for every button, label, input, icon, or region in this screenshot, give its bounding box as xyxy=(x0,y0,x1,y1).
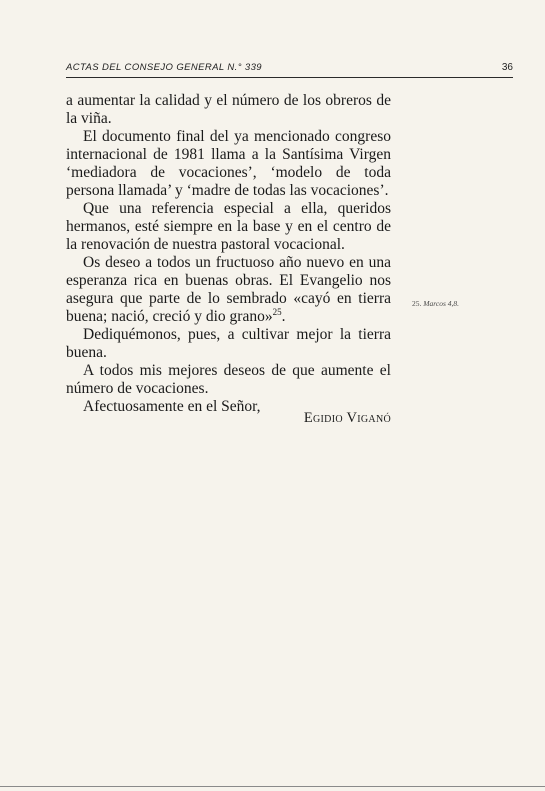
header-rule xyxy=(66,77,513,78)
footnote-number: 25. xyxy=(412,299,422,308)
paragraph-3: Que una referencia especial a ella, queridos hermanos, esté siempre en la base y en el centro de la renovación de nuestra pastoral vocacional. xyxy=(66,200,391,253)
footnote-reference: Marcos 4,8. xyxy=(423,299,460,308)
paragraph-4-text: Os deseo a todos un fructuoso año nuevo en una esperanza rica en buenas obras. El Evangelio nos asegura que parte de lo sembrado «cayó en tierra buena; nació, creció y dio grano» xyxy=(66,254,391,325)
page-number: 36 xyxy=(501,62,513,73)
paragraph-5: Dediquémonos, pues, a cultivar mejor la tierra buena. xyxy=(66,326,391,361)
paragraph-4-end: . xyxy=(281,308,286,325)
body-text xyxy=(66,92,391,416)
paragraph-7: Afectuosamente en el Señor, xyxy=(83,398,261,415)
paragraph-4 xyxy=(66,254,391,326)
paragraph-6: A todos mis mejores deseos de que aumente el número de vocaciones. xyxy=(66,362,391,397)
paragraph-1: a aumentar la calidad y el número de los obreros de la viña. xyxy=(66,92,391,127)
signature: Egidio Viganó xyxy=(303,410,391,426)
running-head xyxy=(66,62,513,78)
footnote-marker: 25 xyxy=(272,307,282,317)
footnote xyxy=(412,299,459,308)
page-bottom-edge xyxy=(0,786,545,787)
paragraph-2: El documento final del ya mencionado congreso internacional de 1981 llama a la Santísima Virgen ‘mediadora de vocaciones’, ‘modelo de toda persona llamada’ y ‘madre de todas las vocaciones’. xyxy=(66,128,391,199)
running-title: ACTAS DEL CONSEJO GENERAL N.° 339 xyxy=(66,62,262,73)
